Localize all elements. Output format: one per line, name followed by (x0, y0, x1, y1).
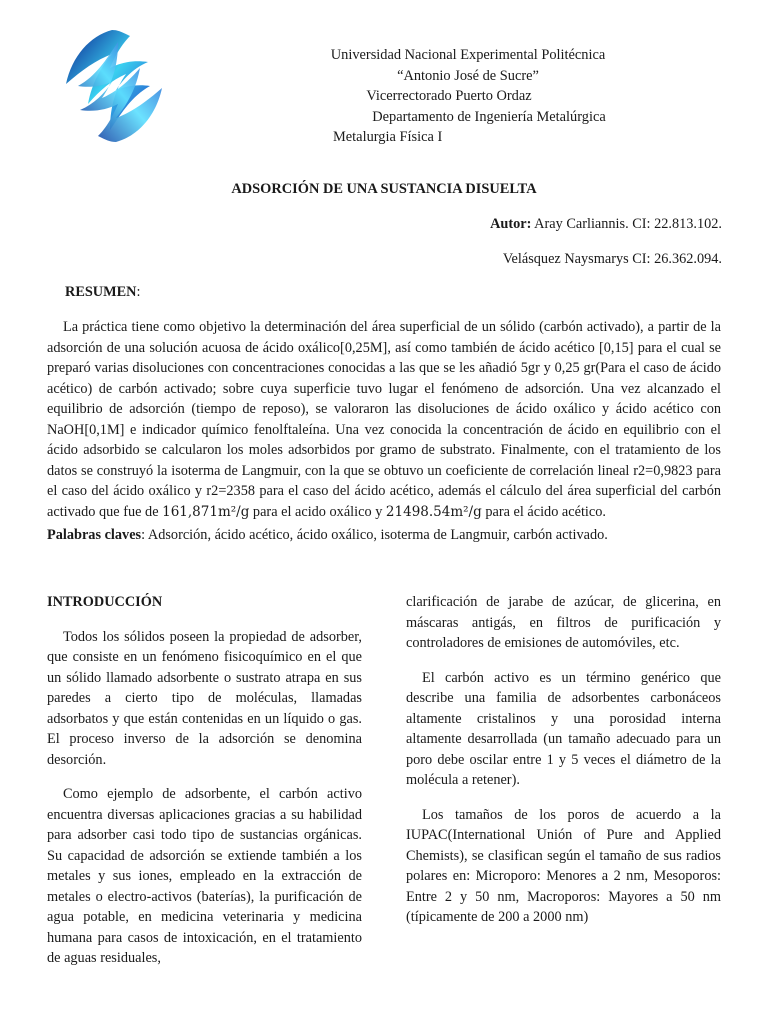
department: Departamento de Ingeniería Metalúrgica (372, 108, 606, 125)
paragraph: clarificación de jarabe de azúcar, de glicerina, en máscaras antigás, en filtros de purificación y controladores de emisiones de automóviles, etc. (406, 594, 721, 651)
paragraph: Los tamaños de los poros de acuerdo a la IUPAC(International Unión of Pure and Applied Chemists), se clasifican según el tamaño de sus radios polares en: Microporo: Menores a 2 nm, Mesoporos: Entre 2 y 50 nm, Macroporos: Mayores a 50 nm (típicamente de 200 a 2000 nm) (406, 806, 721, 925)
vice-rectorate: Vicerrectorado Puerto Ordaz (366, 88, 532, 105)
paragraph: El carbón activo es un término genérico que describe una familia de adsorbentes carbonáceos altamente cristalinos y una porosidad interna altamente desarrollada (un tamaño adecuado para un poro debe oscilar entre 1 y 5 veces el diámetro de la molécula a retener). (406, 669, 721, 788)
university-name: Universidad Nacional Experimental Politécnica (330, 47, 606, 63)
author-label: Autor: (490, 216, 532, 232)
math-value-2: 21498.54 (385, 503, 451, 520)
paper-title: ADSORCIÓN DE UNA SUSTANCIA DISUELTA (231, 181, 537, 197)
abstract-heading: RESUMEN: (65, 284, 141, 300)
left-column (47, 592, 362, 983)
institution-header (268, 45, 668, 148)
author-line-1 (490, 214, 722, 235)
course-name: Metalurgia Física I (333, 129, 443, 146)
math-unit-2: m²/g (450, 503, 482, 520)
keywords-label: Palabras claves (47, 527, 142, 543)
math-value-1: 161,871 (162, 503, 218, 520)
section-heading: INTRODUCCIÓN (47, 594, 163, 610)
right-column (406, 592, 721, 942)
author-2: Velásquez Naysmarys CI: 26.362.094. (502, 251, 722, 267)
math-unit-1: m²/g (217, 503, 250, 520)
abstract-text: La práctica tiene como objetivo la determinación del área superficial de un sólido (carbón activado), a partir de la adsorción de una solución acuosa de ácido oxálico[0,25M], así como también de ácido acético [0,15] para el cual se preparó varias disoluciones con concentraciones conocidas a las que se les añadió 5gr y 0,25 gr(Para el caso de ácido acético) de carbón activado; sobre cuya superficie tuvo lugar el fenómeno de adsorción. Una vez alcanzado el equilibrio de adsorción (tiempo de reposo), se valoraron las disoluciones de ácido oxálico y ácido acético con NaOH[0,1M] e indicador químico fenolftaleína. Una vez conocida la concentración de ácido en equilibrio con el ácido adsorbido se calcularon los moles adsorbidos por gramo de substrato. Finalmente, con el tratamiento de los datos se construyó la isoterma de Langmuir, con la que se obtuvo un coeficiente de correlación lineal r2=0,9823 para el caso del ácido oxálico y r2=2358 para el caso del ácido acético, además el cálculo del área superficial del carbón activado que fue de 161,871m²/g para el acido oxálico y 21498.54m²/g para el ácido acético. (47, 319, 721, 520)
paragraph: Como ejemplo de adsorbente, el carbón activo encuentra diversas aplicaciones gracias a su habilidad para adsorber casi todo tipo de sustancias orgánicas. Su capacidad de adsorción se extiende también a los metales y sus iones, empleado en la extracción de metales o electro-activos (baterías), la purificación de agua potable, en medicina veterinaria y medicina humana para casos de intoxicación, en el tratamiento de aguas residuales, (47, 786, 362, 966)
author-1: Aray Carliannis. CI: 22.813.102. (534, 216, 722, 232)
university-logo-icon (60, 26, 168, 146)
paragraph: Todos los sólidos poseen la propiedad de adsorber, que consiste en un fenómeno fisicoquímico en el que un sólido llamado adsorbente o sustrato atrapa en sus paredes a cierto tipo de moléculas, llamadas adsorbatos y que están contenidas en un líquido o gas. El proceso inverso de la adsorción se denomina desorción. (47, 628, 362, 768)
keywords: Palabras claves: Adsorción, ácido acético, ácido oxálico, isoterma de Langmuir, carbón activado. (47, 527, 608, 543)
university-subtitle: “Antonio José de Sucre” (397, 67, 539, 84)
